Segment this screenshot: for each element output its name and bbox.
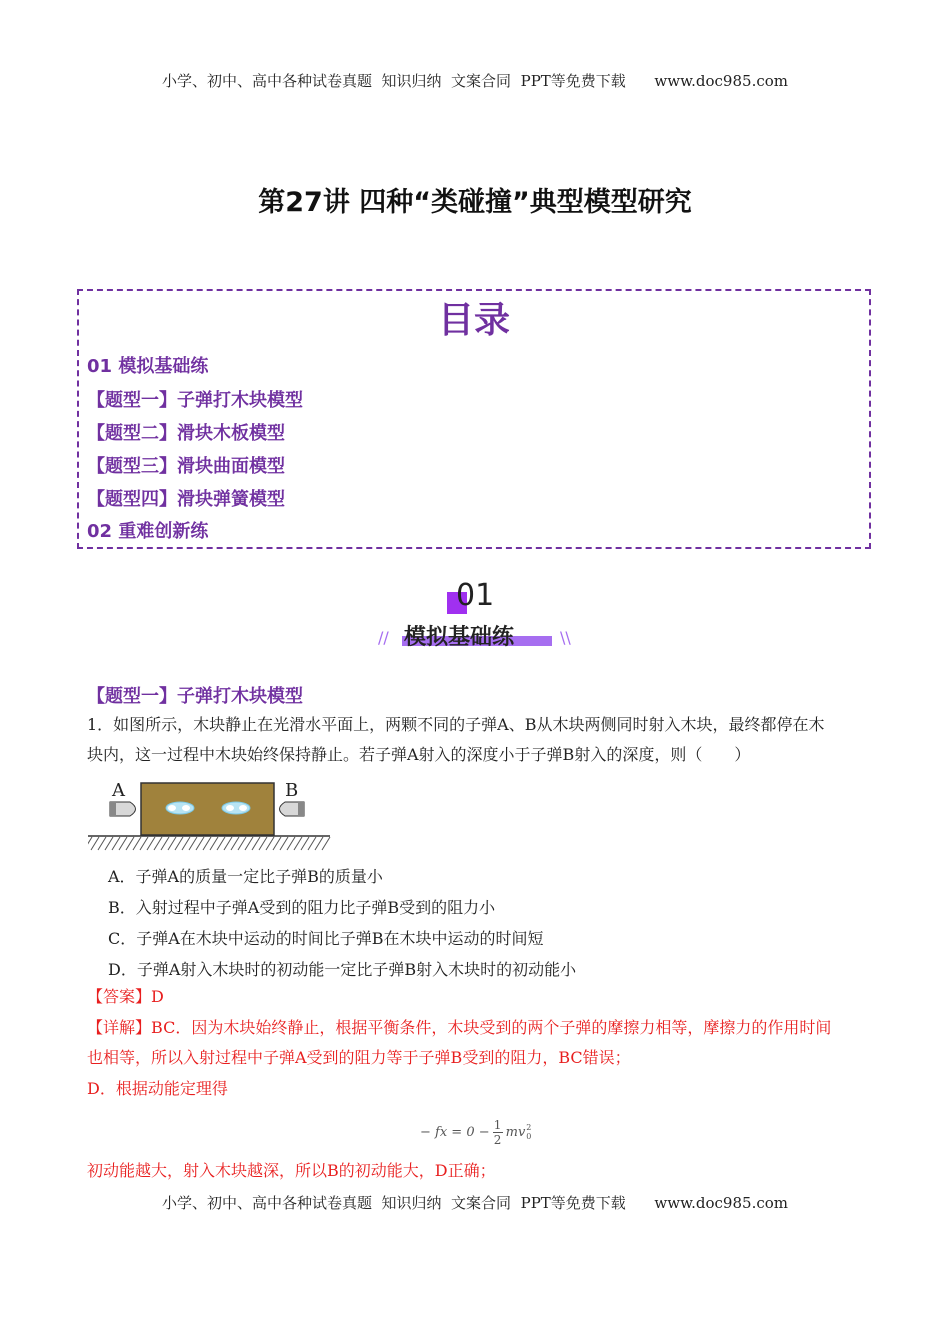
hatch-mark	[294, 837, 302, 850]
hatch-mark	[245, 837, 253, 850]
hatch-mark	[308, 837, 316, 850]
hatch-mark	[217, 837, 225, 850]
toc-item[interactable]: 【题型一】子弹打木块模型	[87, 390, 303, 411]
hatch-mark	[238, 837, 246, 850]
bullet-a-in-block	[166, 802, 194, 814]
section-badge	[378, 578, 578, 658]
hatch-mark	[280, 837, 288, 850]
toc-item[interactable]: 【题型二】滑块木板模型	[87, 423, 285, 444]
hatch-mark	[259, 837, 267, 850]
badge-slash-right: \\	[560, 628, 571, 647]
hatch-mark	[182, 837, 190, 850]
explanation-text-1: BC．因为木块始终静止，根据平衡条件，木块受到的两个子弹的摩擦力相等，摩擦力的作用时间	[151, 1018, 832, 1037]
label-a: A	[112, 780, 125, 801]
option-d[interactable]: D．子弹A射入木块时的初动能一定比子弹B射入木块时的初动能小	[108, 960, 577, 979]
bullet-b-in-block	[222, 802, 250, 814]
hatch-mark	[126, 837, 134, 850]
hatch-mark	[322, 837, 330, 850]
formula-sup: 2	[526, 1123, 532, 1132]
hatch-mark	[231, 837, 239, 850]
explanation-line-2: 也相等，所以入射过程中子弹A受到的阻力等于子弹B受到的阻力，BC错误；	[87, 1048, 631, 1067]
hatch-mark	[154, 837, 162, 850]
formula-fraction	[493, 1118, 503, 1147]
ground-hatch	[88, 837, 330, 850]
hatch-mark	[133, 837, 141, 850]
type-heading: 【题型一】子弹打木块模型	[87, 686, 303, 707]
hatch-mark	[168, 837, 176, 850]
explanation-line-3: D．根据动能定理得	[87, 1079, 228, 1098]
hatch-mark	[224, 837, 232, 850]
hatch-mark	[175, 837, 183, 850]
hatch-mark	[196, 837, 204, 850]
formula	[420, 1110, 531, 1154]
hatch-mark	[91, 837, 99, 850]
toc-item[interactable]: 【题型四】滑块弹簧模型	[87, 489, 285, 510]
badge-label: 模拟基础练	[404, 625, 515, 650]
hatch-mark	[147, 837, 155, 850]
formula-scripts	[526, 1123, 531, 1141]
hatch-mark	[287, 837, 295, 850]
toc-heading: 目录	[437, 300, 510, 341]
hatch-mark	[119, 837, 127, 850]
answer-line	[87, 982, 164, 1012]
hatch-mark	[98, 837, 106, 850]
page-title: 第27讲 四种“类碰撞”典型模型研究	[258, 187, 692, 218]
formula-sub: 0	[526, 1132, 532, 1141]
hatch-mark	[112, 837, 120, 850]
option-b[interactable]: B．入射过程中子弹A受到的阻力比子弹B受到的阻力小	[108, 898, 496, 917]
hatch-mark	[140, 837, 148, 850]
hatch-mark	[252, 837, 260, 850]
hatch-mark	[266, 837, 274, 850]
answer-value: D	[151, 987, 164, 1006]
label-b: B	[285, 780, 299, 801]
option-a[interactable]: A．子弹A的质量一定比子弹B的质量小	[108, 867, 383, 886]
hatch-mark	[189, 837, 197, 850]
answer-tag: 【答案】	[87, 987, 152, 1006]
explanation-line-4: 初动能越大，射入木块越深，所以B的初动能大，D正确；	[87, 1161, 496, 1180]
hatch-mark	[161, 837, 169, 850]
bullet-a	[110, 802, 136, 816]
page-footer: 小学、初中、高中各种试卷真题 知识归纳 文案合同 PPT等免费下载 www.doc985.com	[161, 1194, 788, 1212]
explanation-tag: 【详解】	[87, 1018, 152, 1037]
hatch-mark	[273, 837, 281, 850]
hatch-mark	[88, 837, 92, 850]
toc-item[interactable]: 02 重难创新练	[87, 521, 209, 542]
badge-number: 01	[456, 578, 495, 613]
question-line-2: 块内，这一过程中木块始终保持静止。若子弹A射入的深度小于子弹B射入的深度，则（ ）	[87, 745, 751, 764]
hatch-mark	[203, 837, 211, 850]
formula-rhs: mv	[505, 1124, 526, 1140]
option-c[interactable]: C．子弹A在木块中运动的时间比子弹B在木块中运动的时间短	[108, 929, 544, 948]
badge-slash-left: //	[378, 628, 389, 647]
hatch-mark	[210, 837, 218, 850]
hatch-mark	[105, 837, 113, 850]
formula-lhs: − fx = 0 −	[420, 1124, 490, 1140]
page-header: 小学、初中、高中各种试卷真题 知识归纳 文案合同 PPT等免费下载 www.doc985.com	[161, 72, 788, 90]
hatch-mark	[301, 837, 309, 850]
explanation-line-1	[87, 1013, 831, 1043]
wooden-block	[141, 783, 274, 835]
question-line-1: 1．如图所示，木块静止在光滑水平面上，两颗不同的子弹A、B从木块两侧同时射入木块，最终都停在木	[87, 715, 825, 734]
formula-numerator: 1	[493, 1117, 502, 1132]
bullet-block-figure	[88, 780, 333, 852]
formula-denominator: 2	[493, 1132, 502, 1147]
bullet-b	[280, 802, 305, 816]
hatch-mark	[315, 837, 323, 850]
toc-item[interactable]: 01 模拟基础练	[87, 356, 209, 377]
toc-item[interactable]: 【题型三】滑块曲面模型	[87, 456, 285, 477]
